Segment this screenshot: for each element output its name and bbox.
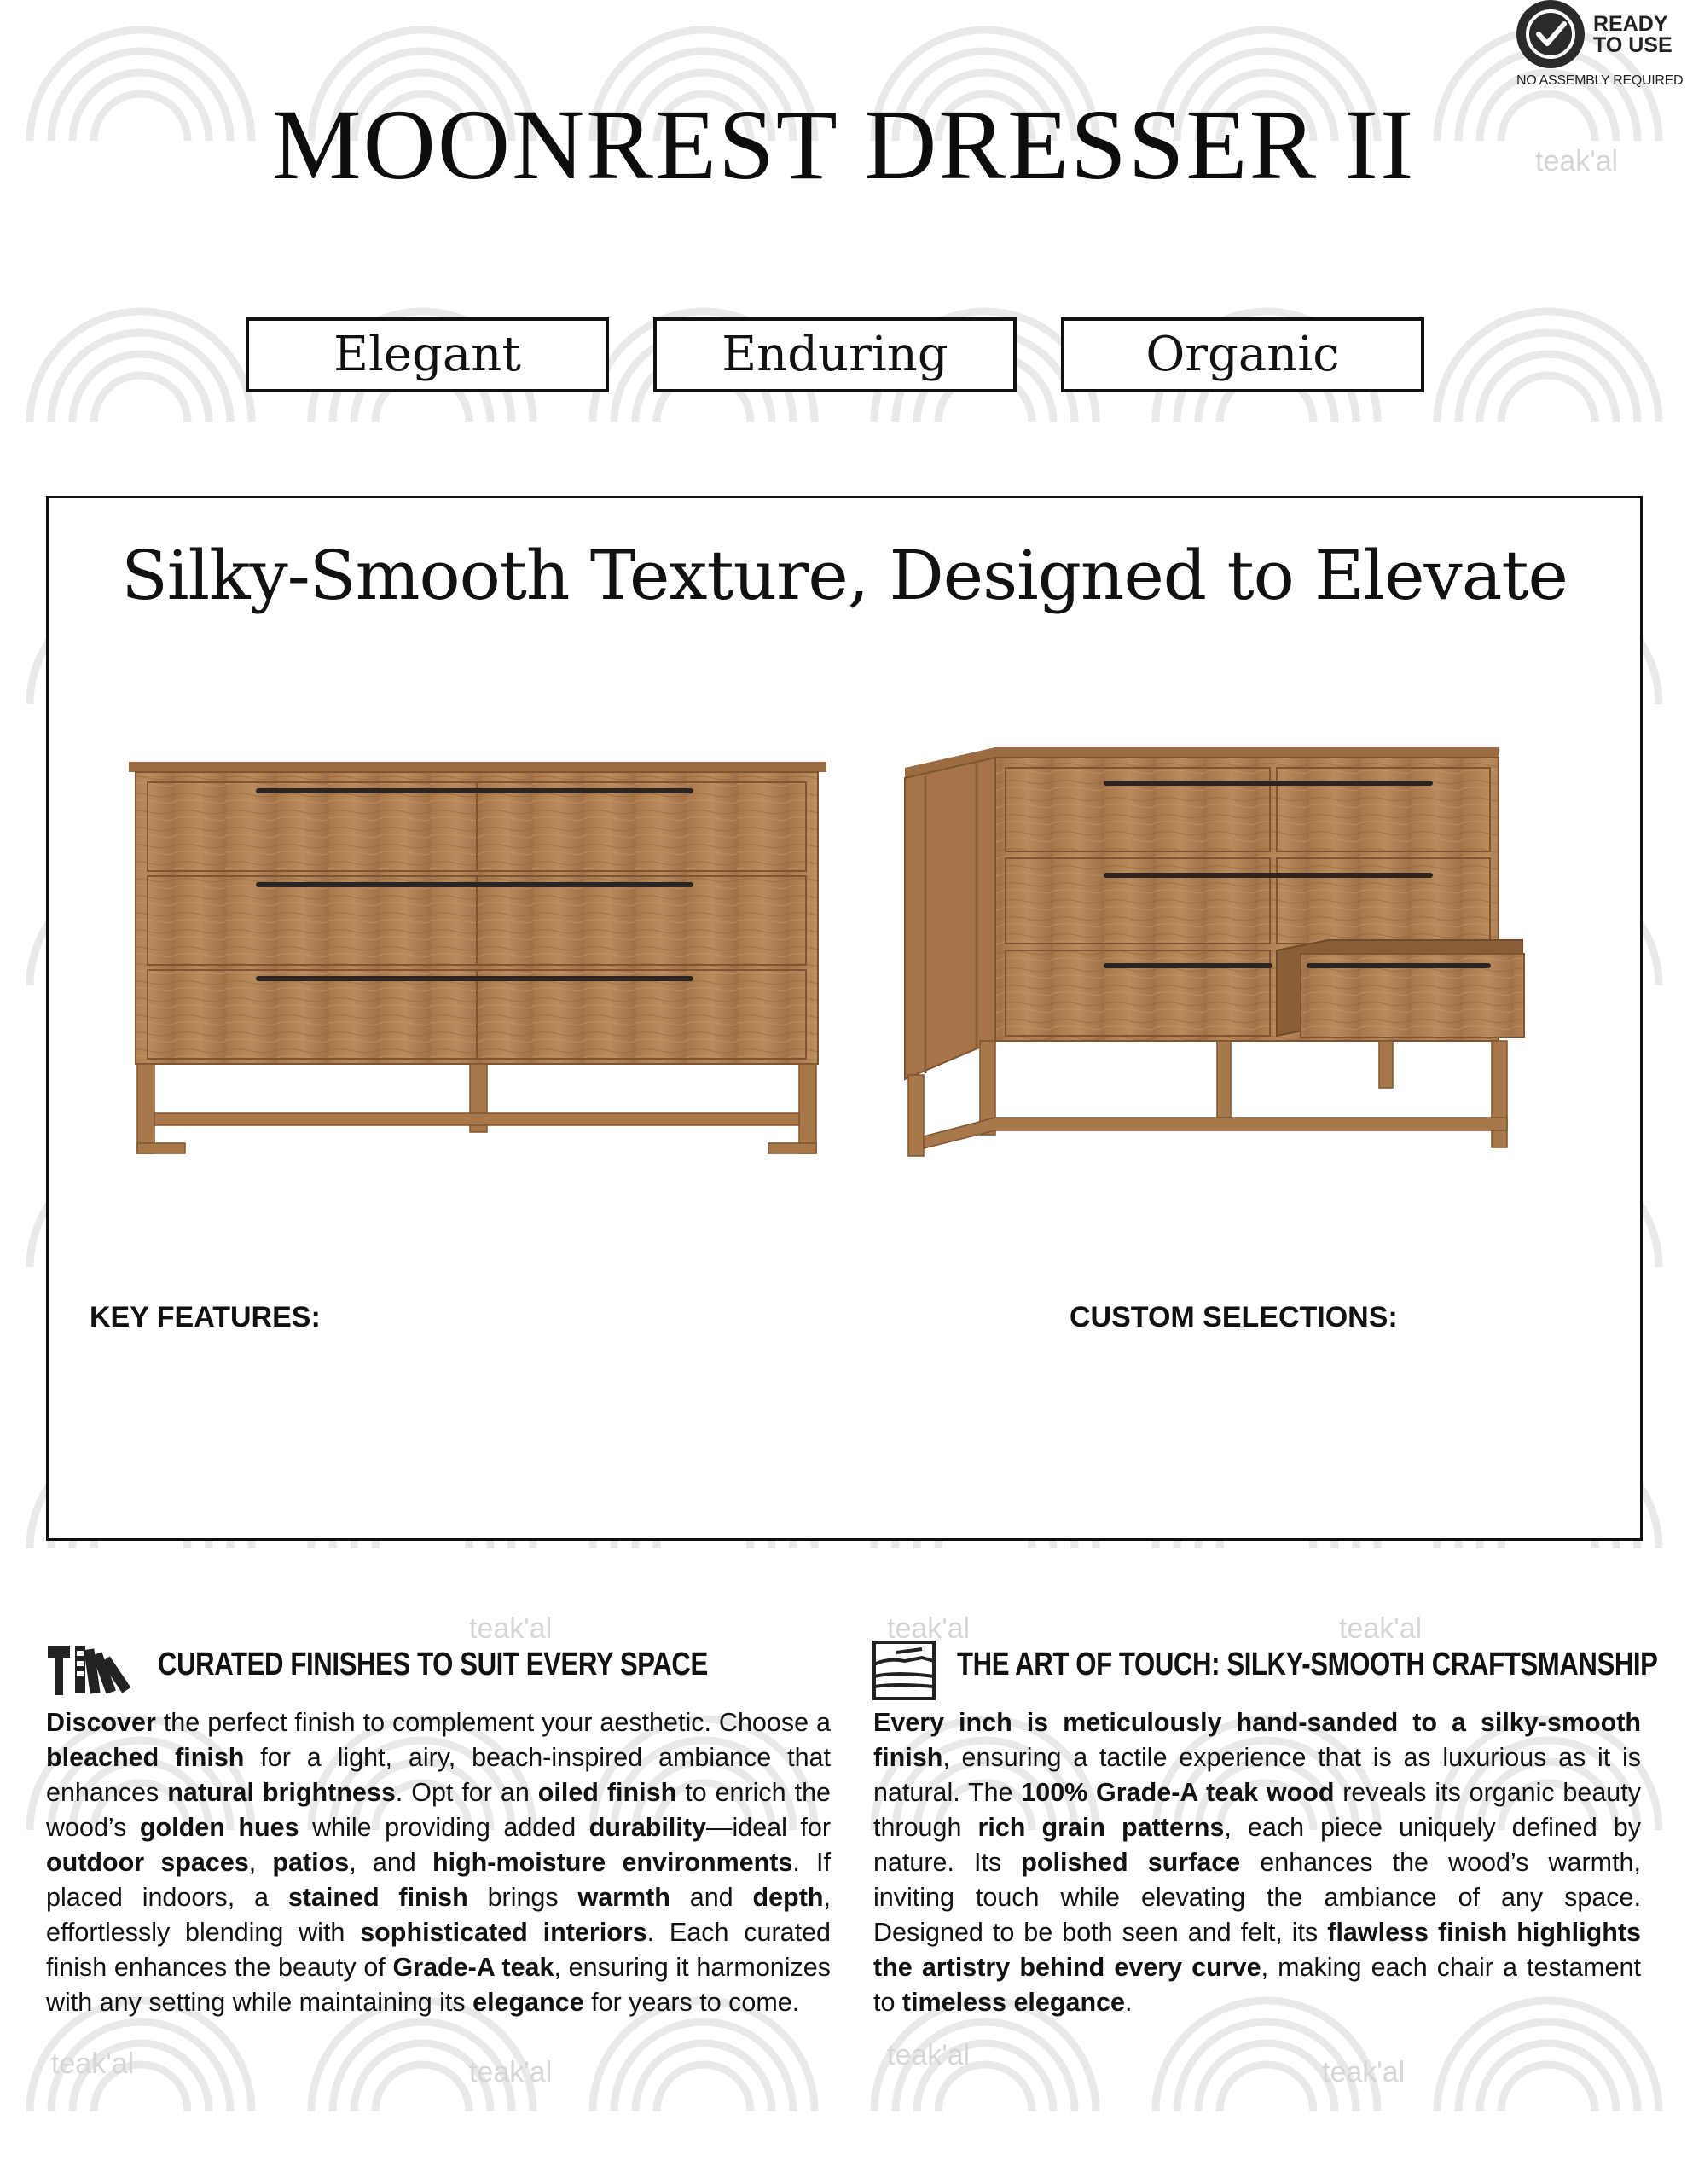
text-run: , making each chair a testament to — [873, 1953, 1641, 2017]
watermark-text: teak'al — [887, 1612, 971, 1645]
text-run: . Each curated finish enhances the beauty of — [46, 1918, 831, 1982]
right-column-heading: THE ART OF TOUCH: SILKY-SMOOTH CRAFTSMANSHIP — [957, 1647, 1658, 1682]
text-run: and — [670, 1883, 753, 1912]
text-run: while providing added — [299, 1813, 589, 1842]
bold-text-run: sophisticated interiors — [360, 1918, 647, 1947]
text-run: to enrich the wood’s — [46, 1778, 832, 1842]
text-run: , effortlessly blending with — [46, 1883, 831, 1947]
text-run: . Opt for an — [395, 1778, 538, 1807]
bold-text-run: depth — [752, 1883, 824, 1912]
badge-subtitle: NO ASSEMBLY REQUIRED — [1516, 73, 1684, 88]
watermark-text: teak'al — [51, 2048, 135, 2080]
bold-text-run: stained finish — [287, 1883, 468, 1912]
text-run: brings — [467, 1883, 578, 1912]
bold-text-run: Discover — [46, 1708, 156, 1737]
panel-title: Silky-Smooth Texture, Designed to Elevate — [121, 536, 1568, 615]
watermark-text: teak'al — [1535, 145, 1619, 177]
paint-swatch-icon — [46, 1641, 140, 1700]
bold-text-run: Grade-A teak — [392, 1953, 554, 1982]
text-run: . — [1125, 1988, 1133, 2017]
badge-title: READY TO USE — [1593, 12, 1673, 57]
bold-text-run: rich grain patterns — [977, 1813, 1225, 1842]
text-run: . If placed indoors, a — [46, 1848, 831, 1912]
bold-text-run: natural brightness — [167, 1778, 396, 1807]
watermark-text: teak'al — [469, 2056, 553, 2088]
text-run: reveals its organic beauty through — [873, 1778, 1641, 1842]
text-run: , each piece uniquely defined by nature. Its — [873, 1813, 1641, 1877]
custom-selections-label: CUSTOM SELECTIONS: — [1070, 1301, 1398, 1333]
bold-text-run: bleached finish — [46, 1743, 245, 1772]
watermark-text: teak'al — [1322, 2056, 1406, 2088]
dresser-angled-image — [900, 742, 1531, 1169]
text-run: for years to come. — [583, 1988, 800, 2017]
right-column-body — [873, 1705, 1641, 2020]
text-run: —ideal for — [705, 1813, 831, 1842]
bold-text-run: 100% Grade-A teak wood — [1021, 1778, 1335, 1807]
text-run: , — [248, 1848, 273, 1877]
bold-text-run: high-moisture environments — [432, 1848, 793, 1877]
hand-wood-icon — [871, 1639, 939, 1702]
watermark-text: teak'al — [887, 2039, 971, 2071]
bold-text-run: timeless elegance — [901, 1988, 1126, 2017]
bold-text-run: polished surface — [1021, 1848, 1241, 1877]
bold-text-run: warmth — [577, 1883, 670, 1912]
ready-to-use-badge — [1516, 0, 1687, 94]
bold-text-run: elegance — [472, 1988, 584, 2017]
tag-enduring: Enduring — [653, 317, 1017, 392]
dresser-front-image — [124, 755, 832, 1165]
text-run: the perfect finish to complement your aesthetic. Choose a — [155, 1708, 831, 1737]
bold-text-run: outdoor spaces — [46, 1848, 249, 1877]
bold-text-run: flawless finish highlights the artistry behind every curve — [873, 1918, 1641, 1982]
text-run: for a light, airy, beach-inspired ambiance that enhances — [46, 1743, 831, 1807]
page-title: MOONREST DRESSER II — [271, 89, 1416, 200]
watermark-text: teak'al — [469, 1612, 553, 1645]
text-run: enhances the wood’s warmth, inviting touch while elevating the ambiance of any space. Designed to be both seen and felt, its — [873, 1848, 1641, 1947]
bold-text-run: Every inch is meticulously hand-sanded to a silky-smooth finish — [873, 1708, 1641, 1772]
text-run: , and — [349, 1848, 432, 1877]
watermark-text: teak'al — [1339, 1612, 1423, 1645]
left-column-heading: CURATED FINISHES TO SUIT EVERY SPACE — [158, 1647, 708, 1682]
bold-text-run: patios — [272, 1848, 350, 1877]
bold-text-run: durability — [588, 1813, 706, 1842]
text-run: , ensuring it harmonizes with any setting while maintaining its — [46, 1953, 832, 2017]
key-features-label: KEY FEATURES: — [90, 1301, 321, 1333]
bold-text-run: oiled finish — [537, 1778, 677, 1807]
left-column-body — [46, 1705, 831, 2020]
check-icon — [1516, 0, 1585, 68]
bold-text-run: golden hues — [139, 1813, 299, 1842]
tag-elegant: Elegant — [246, 317, 609, 392]
tag-organic: Organic — [1061, 317, 1424, 392]
text-run: , ensuring a tactile experience that is as luxurious as it is natural. The — [873, 1743, 1641, 1807]
